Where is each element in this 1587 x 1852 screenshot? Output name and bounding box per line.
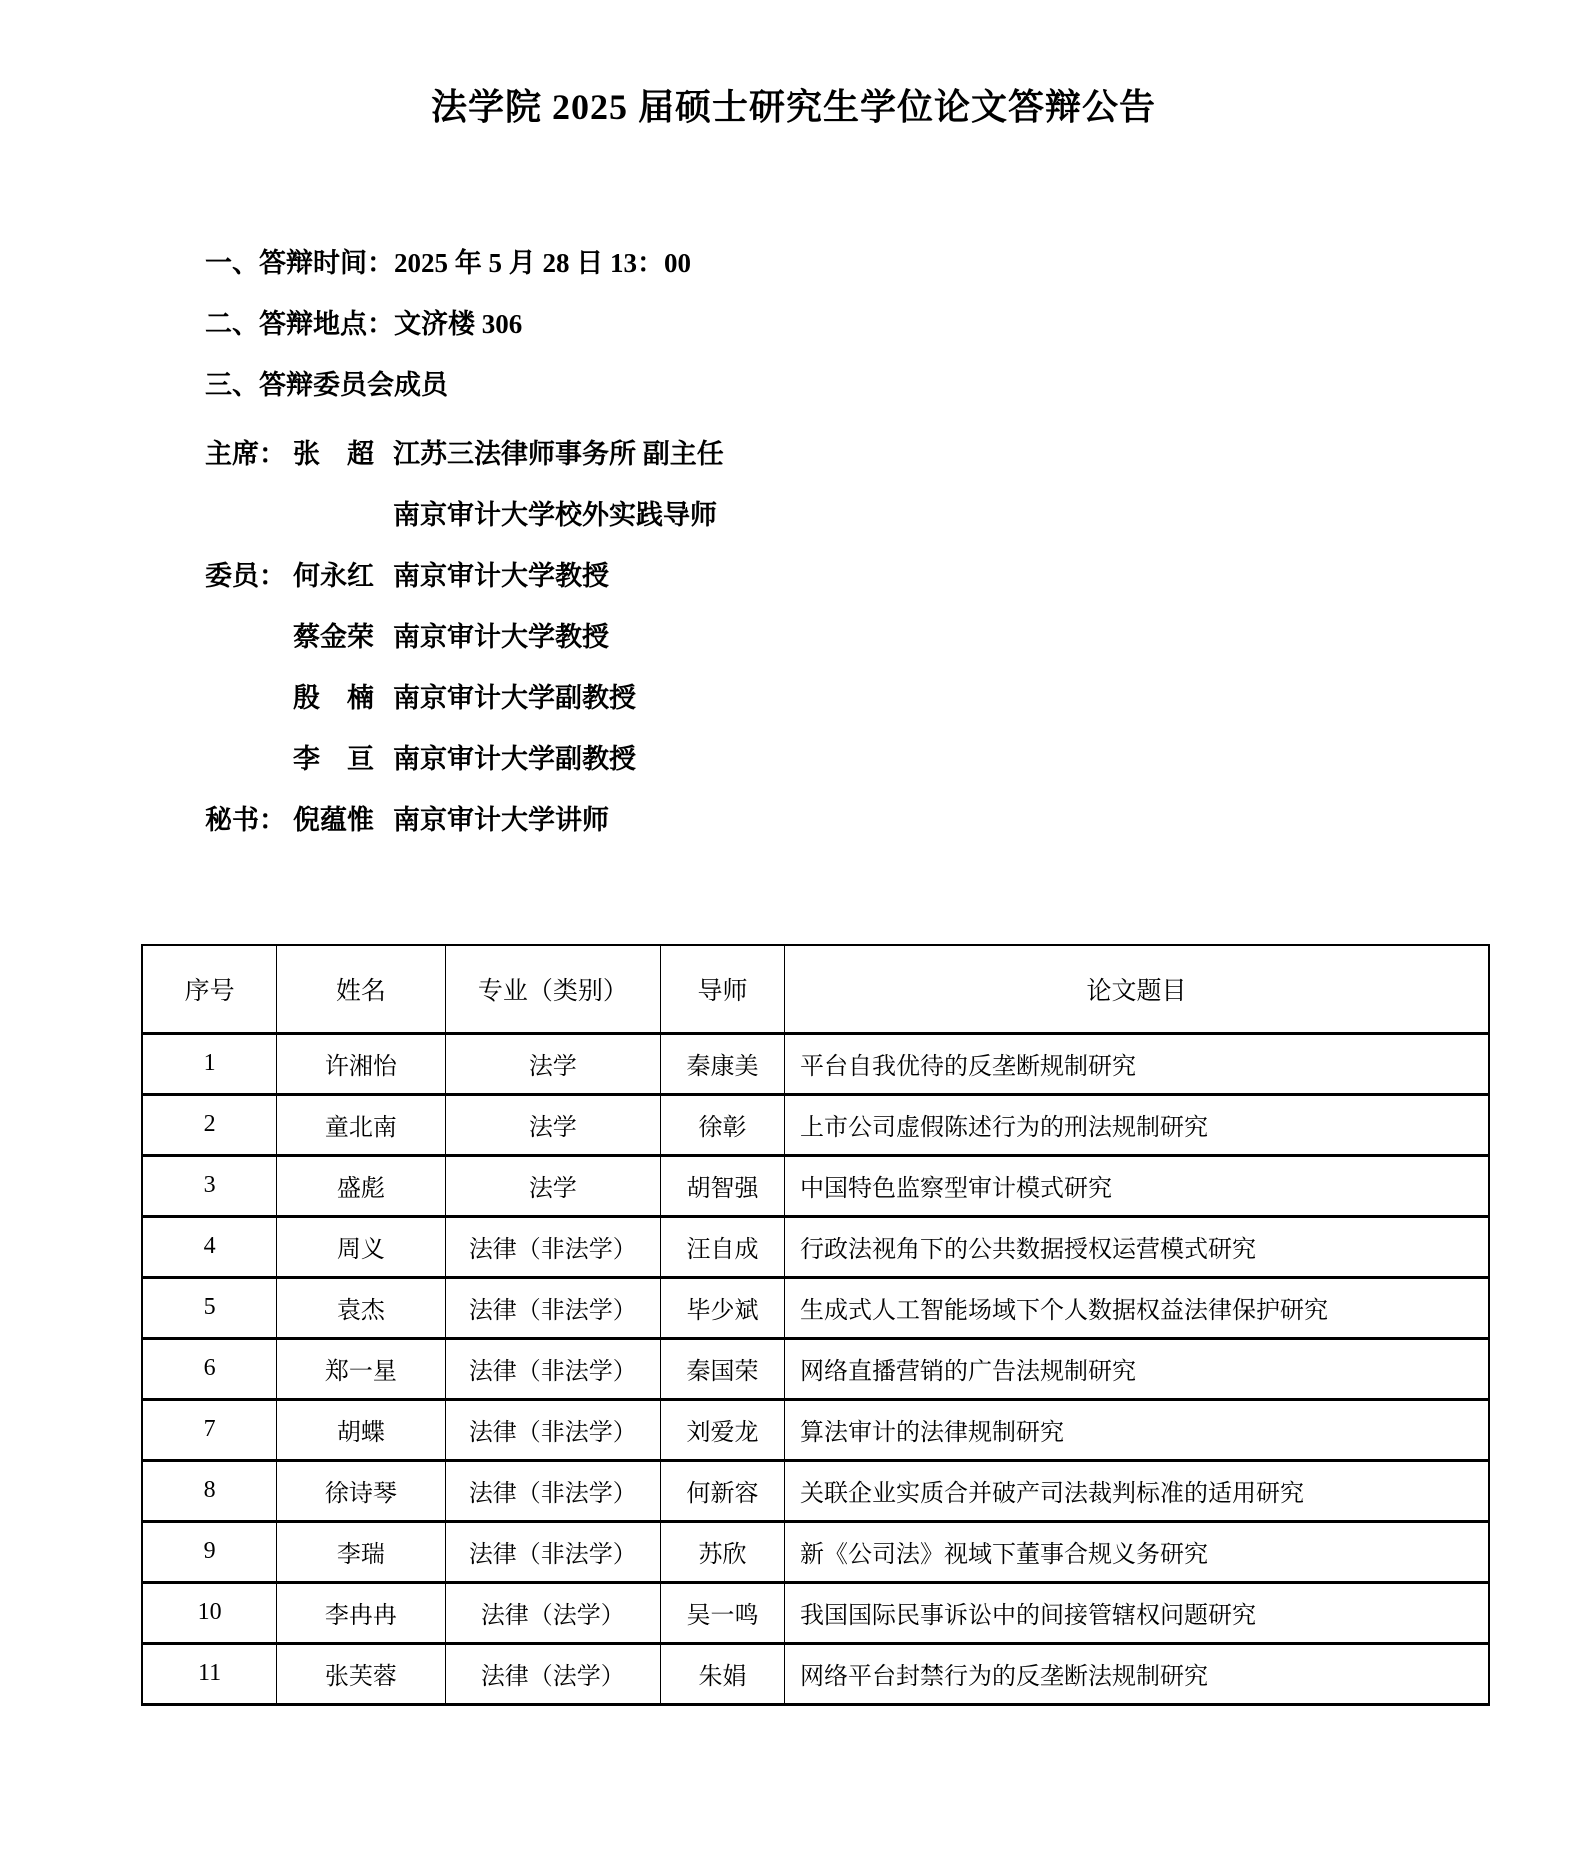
cell-major: 法律（非法学） [445, 1460, 661, 1521]
committee-role: 委员： [205, 561, 286, 591]
table-header-row [142, 945, 1489, 1033]
committee-member-name: 李 亘 [293, 744, 374, 774]
committee-member-name: 蔡金荣 [293, 622, 374, 652]
committee-affiliation: 南京审计大学副教授 [393, 744, 636, 774]
committee-row [205, 604, 1587, 665]
cell-thesis-title: 中国特色监察型审计模式研究 [785, 1155, 1490, 1216]
table-row [142, 1155, 1489, 1216]
header-cell: 专业（类别） [445, 945, 661, 1033]
committee-member-name: 倪蕴惟 [293, 805, 374, 835]
committee-affiliation: 南京审计大学副教授 [393, 683, 636, 713]
cell-index: 10 [142, 1582, 277, 1643]
cell-advisor: 刘爱龙 [661, 1399, 785, 1460]
cell-advisor: 秦康美 [661, 1033, 785, 1094]
cell-advisor: 徐彰 [661, 1094, 785, 1155]
cell-major: 法律（法学） [445, 1582, 661, 1643]
committee-row [205, 787, 1587, 848]
committee-affiliation: 南京审计大学教授 [393, 561, 609, 591]
committee-row [205, 421, 1587, 482]
section-line [205, 291, 1587, 352]
cell-major: 法学 [445, 1155, 661, 1216]
cell-index: 7 [142, 1399, 277, 1460]
cell-index: 2 [142, 1094, 277, 1155]
cell-index: 11 [142, 1643, 277, 1704]
cell-major: 法学 [445, 1094, 661, 1155]
section-value: 文济楼 306 [394, 309, 523, 339]
committee-row [205, 665, 1587, 726]
cell-major: 法律（非法学） [445, 1399, 661, 1460]
cell-major: 法律（非法学） [445, 1277, 661, 1338]
cell-student-name: 张芙蓉 [277, 1643, 445, 1704]
cell-advisor: 毕少斌 [661, 1277, 785, 1338]
cell-thesis-title: 关联企业实质合并破产司法裁判标准的适用研究 [785, 1460, 1490, 1521]
committee-affiliation: 江苏三法律师事务所 副主任 [393, 439, 724, 469]
cell-student-name: 袁杰 [277, 1277, 445, 1338]
cell-index: 6 [142, 1338, 277, 1399]
cell-major: 法律（非法学） [445, 1216, 661, 1277]
table-row [142, 1094, 1489, 1155]
section-line [205, 352, 1587, 413]
cell-major: 法律（非法学） [445, 1338, 661, 1399]
cell-thesis-title: 平台自我优待的反垄断规制研究 [785, 1033, 1490, 1094]
cell-student-name: 许湘怡 [277, 1033, 445, 1094]
cell-student-name: 郑一星 [277, 1338, 445, 1399]
committee-member-name: 张 超 [293, 439, 374, 469]
table-row [142, 1277, 1489, 1338]
cell-thesis-title: 网络平台封禁行为的反垄断法规制研究 [785, 1643, 1490, 1704]
cell-advisor: 吴一鸣 [661, 1582, 785, 1643]
cell-thesis-title: 行政法视角下的公共数据授权运营模式研究 [785, 1216, 1490, 1277]
header-cell: 论文题目 [785, 945, 1490, 1033]
cell-student-name: 李冉冉 [277, 1582, 445, 1643]
info-section [0, 230, 1587, 413]
cell-index: 4 [142, 1216, 277, 1277]
cell-thesis-title: 上市公司虚假陈述行为的刑法规制研究 [785, 1094, 1490, 1155]
committee-section [0, 421, 1587, 848]
cell-thesis-title: 我国国际民事诉讼中的间接管辖权问题研究 [785, 1582, 1490, 1643]
cell-major: 法律（非法学） [445, 1521, 661, 1582]
cell-student-name: 李瑞 [277, 1521, 445, 1582]
cell-thesis-title: 新《公司法》视域下董事合规义务研究 [785, 1521, 1490, 1582]
thesis-table-body [142, 1033, 1489, 1704]
page-title: 法学院 2025 届硕士研究生学位论文答辩公告 [430, 87, 1156, 127]
thesis-table [141, 944, 1490, 1706]
section-label: 二、答辩地点： [205, 309, 394, 339]
cell-advisor: 汪自成 [661, 1216, 785, 1277]
cell-index: 1 [142, 1033, 277, 1094]
committee-role: 主席： [205, 439, 286, 469]
cell-thesis-title: 网络直播营销的广告法规制研究 [785, 1338, 1490, 1399]
committee-row [205, 482, 1587, 543]
committee-row [205, 726, 1587, 787]
table-row [142, 1582, 1489, 1643]
cell-major: 法学 [445, 1033, 661, 1094]
committee-member-name: 何永红 [293, 561, 374, 591]
committee-row [205, 543, 1587, 604]
header-cell: 序号 [142, 945, 277, 1033]
cell-advisor: 苏欣 [661, 1521, 785, 1582]
table-row [142, 1338, 1489, 1399]
section-label: 三、答辩委员会成员 [205, 370, 448, 400]
section-value: 2025 年 5 月 28 日 13：00 [394, 248, 691, 278]
cell-index: 9 [142, 1521, 277, 1582]
cell-student-name: 徐诗琴 [277, 1460, 445, 1521]
committee-role: 秘书： [205, 805, 286, 835]
cell-advisor: 秦国荣 [661, 1338, 785, 1399]
table-row [142, 1460, 1489, 1521]
cell-thesis-title: 算法审计的法律规制研究 [785, 1399, 1490, 1460]
table-row [142, 1216, 1489, 1277]
cell-index: 8 [142, 1460, 277, 1521]
table-row [142, 1521, 1489, 1582]
table-row [142, 1643, 1489, 1704]
cell-thesis-title: 生成式人工智能场域下个人数据权益法律保护研究 [785, 1277, 1490, 1338]
cell-index: 3 [142, 1155, 277, 1216]
header-cell: 导师 [661, 945, 785, 1033]
cell-major: 法律（法学） [445, 1643, 661, 1704]
cell-student-name: 周义 [277, 1216, 445, 1277]
table-row [142, 1399, 1489, 1460]
cell-student-name: 胡蝶 [277, 1399, 445, 1460]
table-row [142, 1033, 1489, 1094]
section-label: 一、答辩时间： [205, 248, 394, 278]
committee-affiliation: 南京审计大学校外实践导师 [393, 500, 717, 530]
cell-advisor: 胡智强 [661, 1155, 785, 1216]
cell-index: 5 [142, 1277, 277, 1338]
committee-member-name: 殷 楠 [293, 683, 374, 713]
cell-student-name: 童北南 [277, 1094, 445, 1155]
committee-affiliation: 南京审计大学教授 [393, 622, 609, 652]
section-line [205, 230, 1587, 291]
header-cell: 姓名 [277, 945, 445, 1033]
committee-affiliation: 南京审计大学讲师 [393, 805, 609, 835]
cell-advisor: 朱娟 [661, 1643, 785, 1704]
cell-advisor: 何新容 [661, 1460, 785, 1521]
cell-student-name: 盛彪 [277, 1155, 445, 1216]
